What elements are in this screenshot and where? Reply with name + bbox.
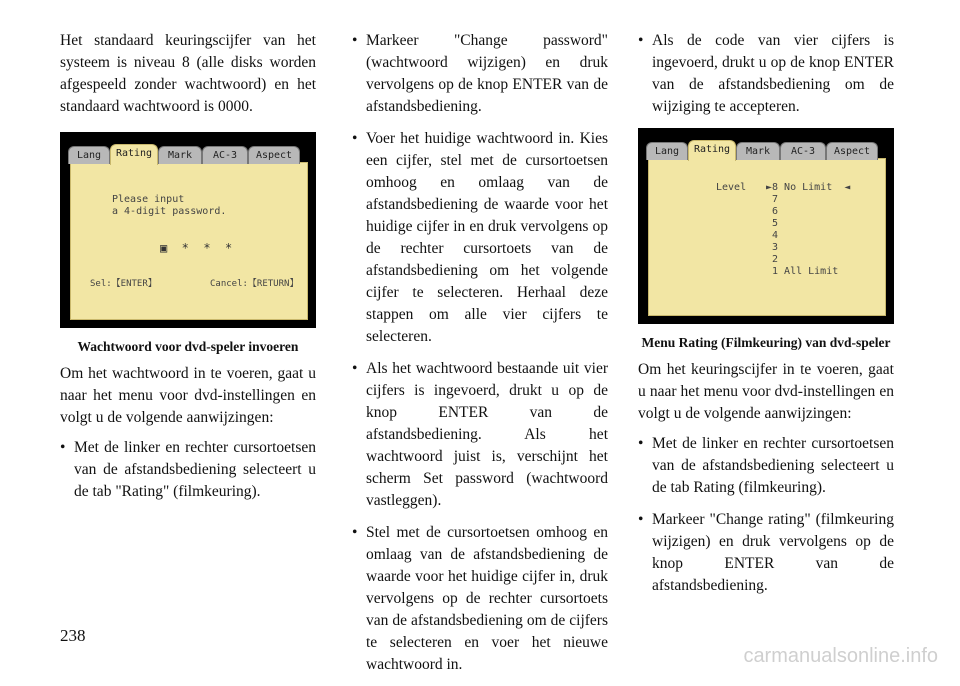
list-item-text: Als de code van vier cijfers is ingevoerd, drukt u op de knop ENTER van de afstandsbediening om de wijziging te accepteren. [652, 32, 894, 115]
intro-paragraph: Het standaard keuringscijfer van het systeem is niveau 8 (alle disks worden afgespeeld zonder wachtwoord) en het standaard wachtwoord is 0000. [60, 32, 316, 115]
sel-hint: Sel:【ENTER】 [90, 279, 157, 289]
level-item-8: ►8 No Limit ◄ [766, 182, 851, 193]
bullet-mark: • [638, 511, 644, 528]
bullet-mark: • [352, 360, 358, 377]
tab-lang: Lang [68, 146, 110, 164]
tab-ac3: AC-3 [780, 142, 826, 160]
bullet-list [60, 437, 316, 503]
bullet-mark: • [60, 439, 66, 456]
bullet-mark: • [638, 32, 644, 49]
tab-mark: Mark [158, 146, 202, 164]
cancel-hint: Cancel:【RETURN】 [210, 279, 299, 289]
tab-rating: Rating [688, 140, 736, 161]
list-item-text: Voer het huidige wachtwoord in. Kies een cijfer, stel met de cursortoetsen omhoog en omlaag van de afstandsbediening de waarde voor het huidige cijfer in en druk vervolgens op de rechter cursortoets van de afstandsbediening om het volgende cijfer te selecteren. Herhaal deze stappen om alle vier cijfers te selecteren. [366, 130, 608, 345]
rating-screen [638, 128, 894, 324]
bullet-mark: • [352, 130, 358, 147]
list-item [352, 358, 608, 512]
password-screen [60, 132, 316, 328]
list-item-text: Met de linker en rechter cursortoetsen van de afstandsbediening selecteert u de tab Rating (filmkeuring). [652, 435, 894, 496]
bullet-list [352, 30, 608, 676]
list-item [352, 128, 608, 348]
list-item-text: Markeer "Change password" (wachtwoord wijzigen) en druk vervolgens op de knop ENTER van de afstandsbediening. [366, 32, 608, 115]
tab-aspect: Aspect [826, 142, 878, 160]
instruction-paragraph: Om het wachtwoord in te voeren, gaat u naar het menu voor dvd-instellingen en volgt u de volgende aanwijzingen: [60, 365, 316, 426]
bullet-mark: • [638, 435, 644, 452]
password-code: ▣ * * * [160, 241, 233, 255]
level-item-1: 1 All Limit [766, 266, 839, 277]
tab-lang: Lang [646, 142, 688, 160]
tab-mark: Mark [736, 142, 780, 160]
list-item-text: Stel met de cursortoetsen omhoog en omlaag van de afstandsbediening de waarde voor het huidige cijfer in, druk vervolgens op de rechter cursortoets van de afstandsbediening om de cijfers te selecteren en voer het nieuwe wachtwoord in. [366, 524, 608, 673]
figure-caption: Wachtwoord voor dvd-speler invoeren [77, 339, 299, 354]
level-label: Level [716, 182, 747, 193]
list-item-text: Markeer "Change rating" (filmkeuring wijzigen) en druk vervolgens op de knop ENTER van de afstandsbediening. [652, 511, 894, 594]
bullet-mark: • [352, 32, 358, 49]
bullet-list [638, 433, 894, 597]
watermark: carmanualsonline.info [743, 645, 938, 667]
figure-caption: Menu Rating (Filmkeuring) van dvd-speler [641, 335, 891, 350]
list-item [60, 437, 316, 503]
level-item-6: 6 [766, 206, 779, 217]
level-item-7: 7 [766, 194, 779, 205]
list-item [352, 30, 608, 118]
tab-rating: Rating [110, 144, 158, 165]
list-item [638, 433, 894, 499]
bullet-list [638, 30, 894, 118]
page-number: 238 [60, 626, 86, 645]
instruction-paragraph: Om het keuringscijfer in te voeren, gaat u naar het menu voor dvd-instellingen en volgt u de volgende aanwijzingen: [638, 361, 894, 422]
bullet-mark: • [352, 524, 358, 541]
tab-ac3: AC-3 [202, 146, 248, 164]
level-item-4: 4 [766, 230, 779, 241]
list-item [352, 522, 608, 676]
column-3 [638, 30, 894, 607]
list-item [638, 509, 894, 597]
level-item-2: 2 [766, 254, 779, 265]
level-item-5: 5 [766, 218, 779, 229]
list-item [638, 30, 894, 118]
column-1 [60, 30, 316, 513]
list-item-text: Met de linker en rechter cursortoetsen van de afstandsbediening selecteert u de tab "Rating" (filmkeuring). [74, 439, 316, 500]
prompt-line-1: Please input [112, 194, 185, 205]
tab-aspect: Aspect [248, 146, 300, 164]
level-item-3: 3 [766, 242, 779, 253]
column-2 [352, 30, 608, 686]
prompt-line-2: a 4-digit password. [112, 206, 227, 217]
list-item-text: Als het wachtwoord bestaande uit vier cijfers is ingevoerd, drukt u op de knop ENTER van de afstandsbediening. Als het wachtwoord juist is, verschijnt het scherm Set password (wachtwoord vastleggen). [366, 360, 608, 509]
